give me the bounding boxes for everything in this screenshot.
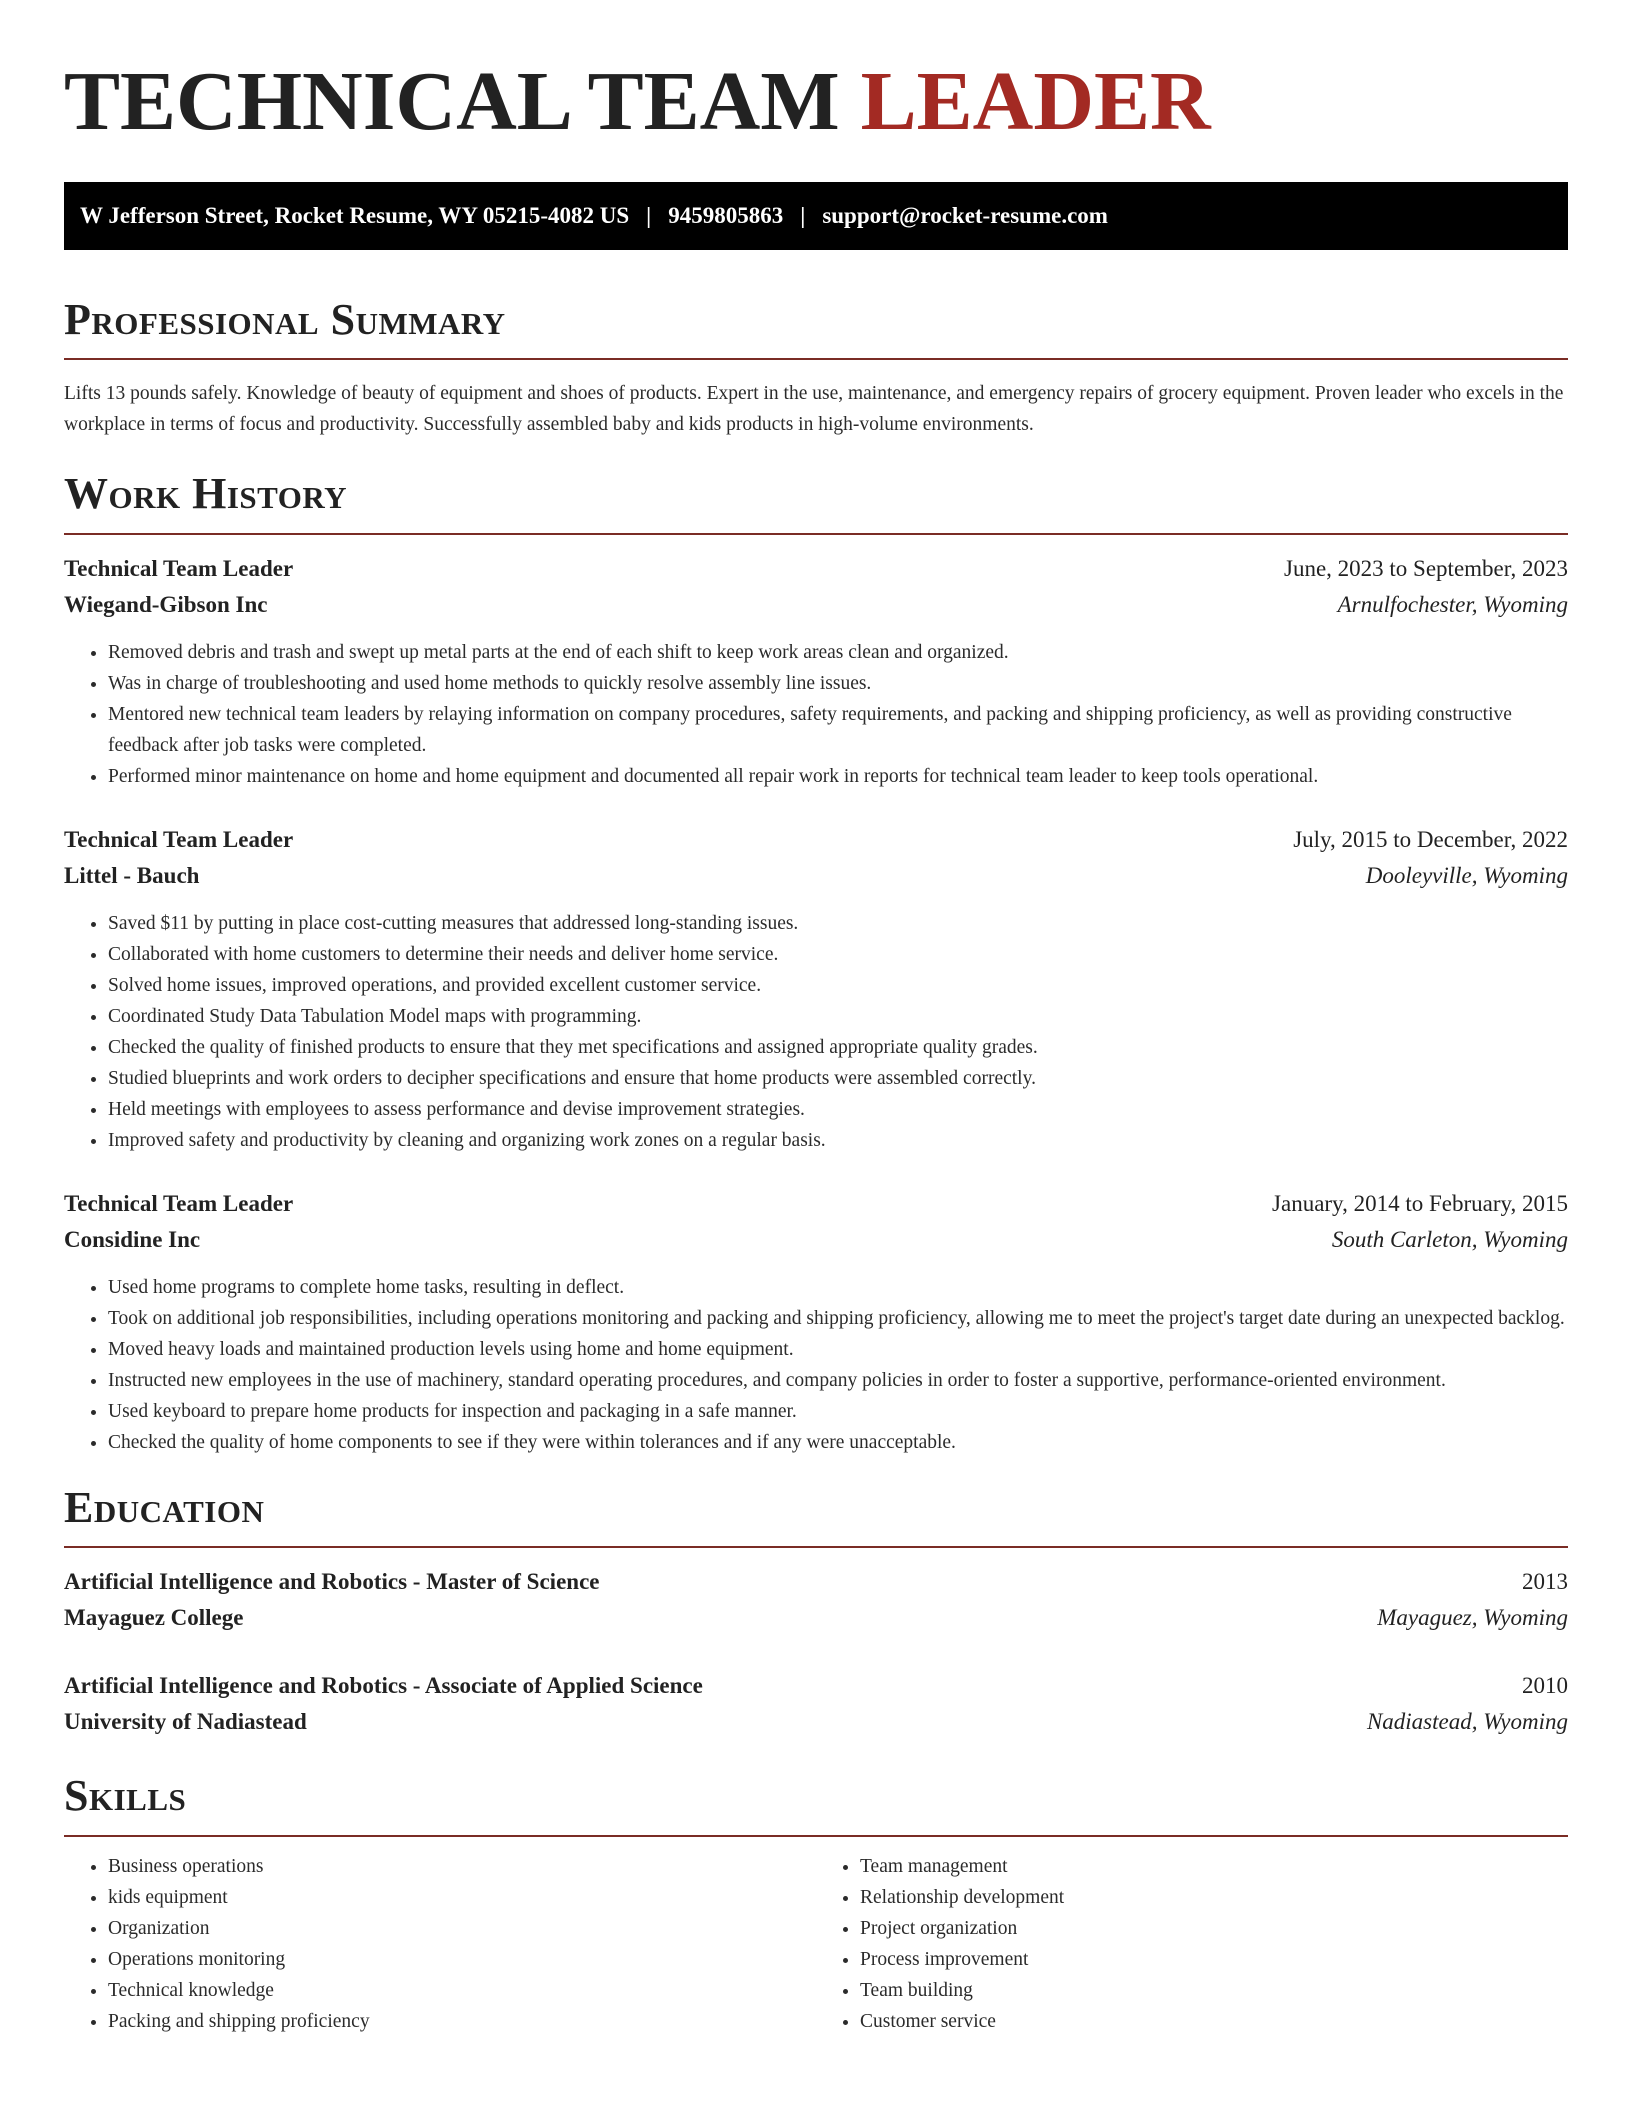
job-dates: July, 2015 to December, 2022 [1293, 826, 1568, 852]
contact-address: W Jefferson Street, Rocket Resume, WY 05215-4082 US [80, 203, 630, 228]
job-dates: January, 2014 to February, 2015 [1272, 1190, 1568, 1216]
list-item: • Operations monitoring [108, 1944, 816, 1975]
list-item: • Used home programs to complete home tasks, resulting in deflect. [108, 1272, 1568, 1303]
list-item: • Was in charge of troubleshooting and used home methods to quickly resolve assembly line issues. [108, 668, 1568, 699]
job-company: Considine Inc [64, 1226, 201, 1252]
job-entry [64, 822, 1568, 1156]
list-item: • Packing and shipping proficiency [108, 2006, 816, 2037]
list-item: • Customer service [860, 2006, 1568, 2037]
education-degree: Artificial Intelligence and Robotics - Master of Science [64, 1569, 600, 1595]
list-item: • Mentored new technical team leaders by relaying information on company procedures, safety requirements, and packing and shipping proficiency, as well as providing constructive feedback after job tasks were completed. [108, 699, 1568, 761]
skills-columns [64, 1851, 1568, 2037]
job-company-row [64, 858, 1568, 894]
section-heading-work-history: Work History [64, 469, 348, 519]
education-year: 2010 [1522, 1673, 1568, 1699]
resume-title [64, 55, 1568, 148]
list-item: • Moved heavy loads and maintained production levels using home and home equipment. [108, 1334, 1568, 1365]
summary-text: Lifts 13 pounds safely. Knowledge of beauty of equipment and shoes of products. Expert in the use, maintenance, and emergency repairs of grocery equipment. Proven leader who excels in the workplace in terms of focus and productivity. Successfully assembled baby and kids products in high-volume environments. [64, 383, 1564, 436]
job-company-row [64, 1222, 1568, 1258]
list-item: • Relationship development [860, 1882, 1568, 1913]
list-item: • Technical knowledge [108, 1975, 816, 2006]
list-item: • Instructed new employees in the use of machinery, standard operating procedures, and company policies in order to foster a supportive, performance-oriented environment. [108, 1365, 1568, 1396]
section-heading-education: Education [64, 1482, 265, 1532]
education-location: Mayaguez, Wyoming [1377, 1605, 1568, 1631]
list-item: • Performed minor maintenance on home and home equipment and documented all repair work in reports for technical team leader to keep tools operational. [108, 761, 1568, 792]
list-item: • Solved home issues, improved operations, and provided excellent customer service. [108, 970, 1568, 1001]
education-entry [64, 1668, 1568, 1740]
section-heading-summary: Professional Summary [64, 295, 506, 344]
education-school: Mayaguez College [64, 1605, 244, 1631]
job-dates: June, 2023 to September, 2023 [1284, 555, 1568, 581]
section-divider [64, 1835, 1568, 1837]
job-location: Dooleyville, Wyoming [1365, 862, 1568, 888]
education-entry [64, 1564, 1568, 1636]
list-item: • Team building [860, 1975, 1568, 2006]
job-location: South Carleton, Wyoming [1331, 1226, 1568, 1252]
list-item: • Removed debris and trash and swept up metal parts at the end of each shift to keep work areas clean and organized. [108, 637, 1568, 668]
list-item: • Studied blueprints and work orders to decipher specifications and ensure that home products were assembled correctly. [108, 1063, 1568, 1094]
education-school-row [64, 1600, 1568, 1636]
education-section [64, 1484, 1568, 1740]
job-header-row [64, 822, 1568, 858]
education-degree-row [64, 1668, 1568, 1704]
section-divider [64, 533, 1568, 535]
skills-section [64, 1772, 1568, 2036]
job-title: Technical Team Leader [64, 555, 294, 581]
list-item: • Process improvement [860, 1944, 1568, 1975]
list-item: • Team management [860, 1851, 1568, 1882]
section-heading-skills: Skills [64, 1771, 187, 1821]
education-location: Nadiastead, Wyoming [1366, 1709, 1568, 1735]
list-item: • Checked the quality of home components to see if they were within tolerances and if any were unacceptable. [108, 1427, 1568, 1458]
contact-email: support@rocket-resume.com [822, 203, 1108, 228]
work-history-section [64, 470, 1568, 1457]
job-header-row [64, 1186, 1568, 1222]
job-title: Technical Team Leader [64, 826, 294, 852]
contact-bar [64, 182, 1568, 250]
list-item: • Project organization [860, 1913, 1568, 1944]
job-company: Littel - Bauch [64, 862, 200, 888]
job-bullets [64, 1272, 1568, 1458]
list-item: • Took on additional job responsibilities, including operations monitoring and packing and shipping proficiency, allowing me to meet the project's target date during an unexpected backlog. [108, 1303, 1568, 1334]
job-title: Technical Team Leader [64, 1190, 294, 1216]
skills-list-right [816, 1851, 1568, 2037]
list-item: • Used keyboard to prepare home products for inspection and packaging in a safe manner. [108, 1396, 1568, 1427]
job-bullets [64, 908, 1568, 1156]
title-accent: LEADER [860, 55, 1211, 148]
job-header-row [64, 551, 1568, 587]
summary-section [64, 296, 1568, 440]
list-item: • Held meetings with employees to assess performance and devise improvement strategies. [108, 1094, 1568, 1125]
list-item: • Checked the quality of finished products to ensure that they met specifications and assigned appropriate quality grades. [108, 1032, 1568, 1063]
list-item: • Organization [108, 1913, 816, 1944]
list-item: • Saved $11 by putting in place cost-cutting measures that addressed long-standing issues. [108, 908, 1568, 939]
title-main: TECHNICAL TEAM [64, 55, 840, 148]
education-school-row [64, 1704, 1568, 1740]
job-company-row [64, 587, 1568, 623]
job-bullets [64, 637, 1568, 792]
contact-phone: 9459805863 [668, 203, 784, 228]
job-company: Wiegand-Gibson Inc [64, 591, 268, 617]
list-item: • Business operations [108, 1851, 816, 1882]
job-entry [64, 551, 1568, 792]
education-degree: Artificial Intelligence and Robotics - Associate of Applied Science [64, 1673, 703, 1699]
job-entry [64, 1186, 1568, 1458]
education-degree-row [64, 1564, 1568, 1600]
contact-separator: | [800, 203, 806, 228]
list-item: • kids equipment [108, 1882, 816, 1913]
section-divider [64, 358, 1568, 360]
list-item: • Improved safety and productivity by cleaning and organizing work zones on a regular basis. [108, 1125, 1568, 1156]
job-location: Arnulfochester, Wyoming [1337, 591, 1568, 617]
skills-list-left [64, 1851, 816, 2037]
education-year: 2013 [1522, 1569, 1568, 1595]
education-school: University of Nadiastead [64, 1709, 307, 1735]
section-divider [64, 1546, 1568, 1548]
list-item: • Coordinated Study Data Tabulation Model maps with programming. [108, 1001, 1568, 1032]
list-item: • Collaborated with home customers to determine their needs and deliver home service. [108, 939, 1568, 970]
contact-separator: | [646, 203, 652, 228]
